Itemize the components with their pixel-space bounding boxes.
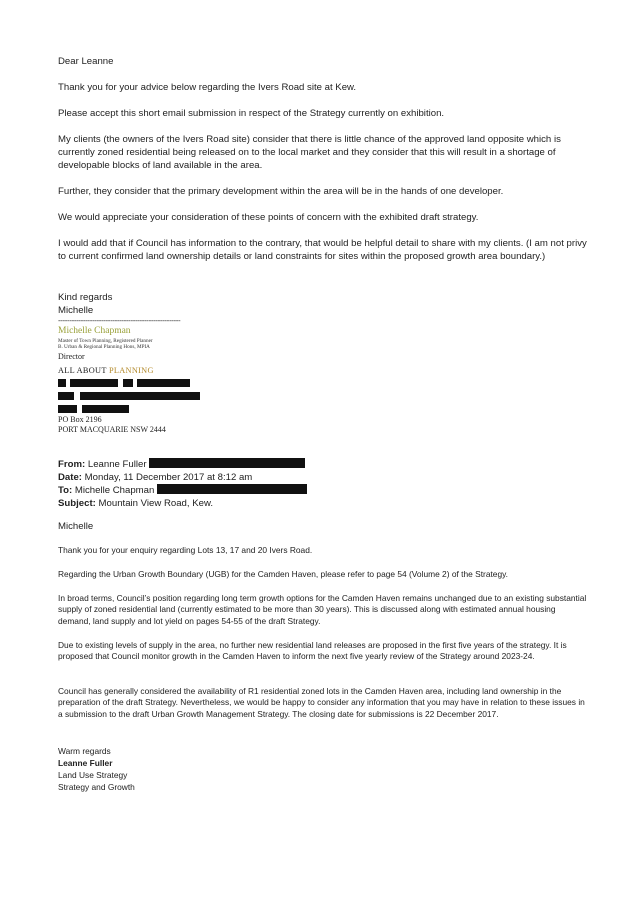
redaction <box>149 458 305 468</box>
paragraph: Regarding the Urban Growth Boundary (UGB) for the Camden Haven, please refer to page 54 (Volume 2) of the Strategy. <box>58 569 509 579</box>
company-logo: ALL ABOUT PLANNING <box>58 366 154 375</box>
paragraph: I would add that if Council has information to the contrary, that would be helpful detail to share with my clients. (I am not privy to current confirmed land ownership details or land constraints for sites within the proposed growth area boundary.) <box>58 238 587 262</box>
paragraph: Due to existing levels of supply in the area, no further new residential land releases are proposed in the first five years of the strategy. It is proposed that Council monitor growth in the Camden Haven to inform the next five yearly review of the Strategy around 2023-24. <box>58 640 567 662</box>
redaction <box>157 484 307 494</box>
redaction <box>123 379 133 387</box>
paragraph: Further, they consider that the primary development within the area will be in the hands of one developer. <box>58 186 504 197</box>
paragraph: My clients (the owners of the Ivers Road site) consider that there is little chance of the approved land opposite which is currently zoned residential being released on to the local market and they consider that this will result in a shortage of developable blocks of land available in the area. <box>58 134 561 171</box>
signature-divider: ------------------------------------------------------ <box>58 316 181 325</box>
signature-name: Michelle Chapman <box>58 326 131 336</box>
city-address: PORT MACQUARIE NSW 2444 <box>58 425 166 434</box>
paragraph: Please accept this short email submission in respect of the Strategy currently on exhibition. <box>58 108 445 119</box>
from-line <box>58 458 305 471</box>
redaction <box>58 405 77 413</box>
date-line <box>58 471 252 484</box>
paragraph: Thank you for your advice below regarding the Ivers Road site at Kew. <box>58 82 357 93</box>
po-box: PO Box 2196 <box>58 415 102 424</box>
to-label: To: <box>58 485 73 496</box>
redaction <box>58 379 66 387</box>
signature-qualification: Master of Town Planning, Registered Planner <box>58 338 153 344</box>
signature-title: Director <box>58 352 85 361</box>
to-line <box>58 484 307 497</box>
from-label: From: <box>58 459 86 470</box>
from-value: Leanne Fuller <box>87 459 147 470</box>
redaction <box>137 379 190 387</box>
paragraph: Council has generally considered the availability of R1 residential zoned lots in the Camden Haven area, including land ownership in the preparation of the draft Strategy. Nevertheless, we would be happy to consider any information that you may have in relation to these issues in a submission to the draft Urban Growth Management Strategy. The closing date for submissions is 22 December 2017. <box>58 686 585 719</box>
signature-qualification: B. Urban & Regional Planning Hons, MPIA <box>58 344 150 350</box>
sender-first-name: Michelle <box>58 305 94 316</box>
greeting: Dear Leanne <box>58 56 114 67</box>
subject-line <box>58 497 213 510</box>
date-label: Date: <box>58 472 82 483</box>
greeting: Michelle <box>58 521 94 532</box>
redaction <box>70 379 118 387</box>
closing: Warm regards <box>58 746 111 756</box>
subject-label: Subject: <box>58 498 96 509</box>
sender-role: Land Use Strategy <box>58 770 128 780</box>
sender-name: Leanne Fuller <box>58 758 113 768</box>
redaction <box>80 392 200 400</box>
subject-value: Mountain View Road, Kew. <box>98 498 214 509</box>
date-value: Monday, 11 December 2017 at 8:12 am <box>84 472 253 483</box>
closing: Kind regards <box>58 292 113 303</box>
sender-department: Strategy and Growth <box>58 782 135 792</box>
to-value: Michelle Chapman <box>74 485 155 496</box>
paragraph: Thank you for your enquiry regarding Lots 13, 17 and 20 Ivers Road. <box>58 545 313 555</box>
paragraph: In broad terms, Council’s position regarding long term growth options for the Camden Haven remains unchanged due to an existing substantial supply of zoned residential land (currently estimated to be more than 30 years). This is discussed along with estimated annual housing demand, land supply and lot yield on pages 54-55 of the draft Strategy. <box>58 593 587 626</box>
paragraph: We would appreciate your consideration of these points of concern with the exhibited draft strategy. <box>58 212 479 223</box>
redaction <box>58 392 74 400</box>
redaction <box>82 405 129 413</box>
